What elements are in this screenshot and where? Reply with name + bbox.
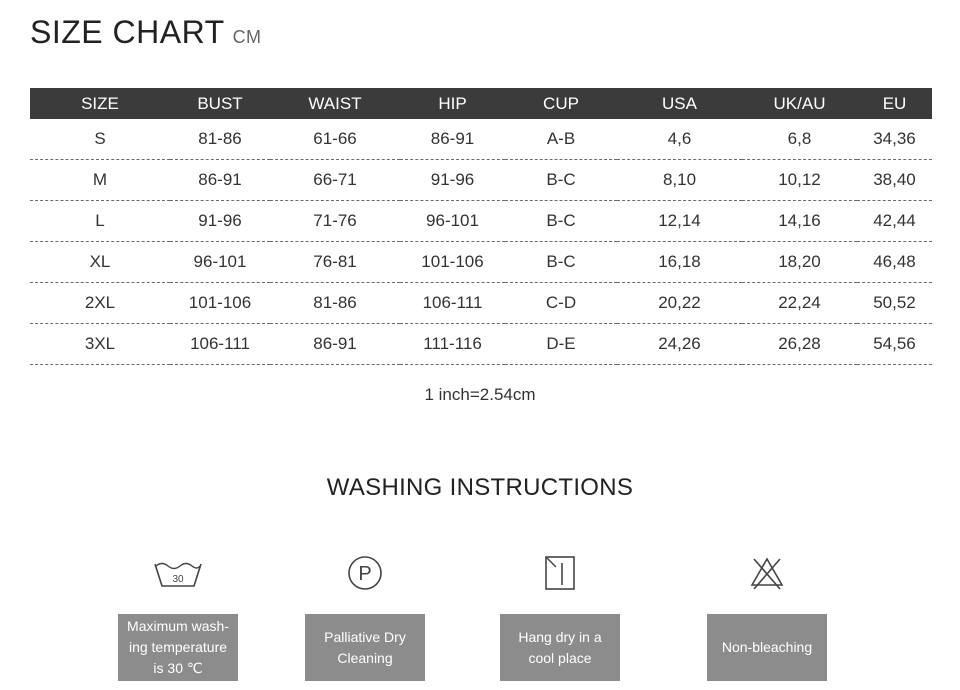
table-cell: XL: [30, 242, 170, 283]
inch-conversion-note: 1 inch=2.54cm: [424, 385, 536, 404]
table-cell: B-C: [505, 242, 617, 283]
table-row: [30, 119, 932, 160]
table-cell: 81-86: [170, 119, 270, 160]
table-cell: 91-96: [400, 160, 505, 201]
table-cell: 2XL: [30, 283, 170, 324]
table-cell: 66-71: [270, 160, 400, 201]
size-chart-table: [30, 88, 932, 365]
table-cell: L: [30, 201, 170, 242]
table-cell: 101-106: [400, 242, 505, 283]
table-cell: 50,52: [857, 283, 932, 324]
column-header-usa: USA: [617, 88, 742, 119]
size-chart-title: SIZE CHART: [30, 14, 225, 50]
care-item-hang-dry: [500, 548, 620, 681]
care-label: Palliative Dry Cleaning: [305, 614, 425, 681]
table-cell: 91-96: [170, 201, 270, 242]
table-cell: 14,16: [742, 201, 857, 242]
table-cell: 24,26: [617, 324, 742, 365]
table-cell: C-D: [505, 283, 617, 324]
table-cell: M: [30, 160, 170, 201]
no-bleach-icon: [707, 548, 827, 598]
table-cell: 4,6: [617, 119, 742, 160]
table-cell: 16,18: [617, 242, 742, 283]
table-cell: B-C: [505, 160, 617, 201]
table-cell: 71-76: [270, 201, 400, 242]
table-cell: 42,44: [857, 201, 932, 242]
dry-clean-p-icon: [305, 548, 425, 598]
column-header-hip: HIP: [400, 88, 505, 119]
wash-temperature-icon-text: 30: [172, 574, 184, 585]
table-cell: 38,40: [857, 160, 932, 201]
care-item-wash-temperature: [118, 548, 238, 681]
column-header-cup: CUP: [505, 88, 617, 119]
table-cell: 12,14: [617, 201, 742, 242]
table-row: [30, 160, 932, 201]
table-cell: 86-91: [170, 160, 270, 201]
table-cell: 96-101: [400, 201, 505, 242]
table-header-row: [30, 88, 932, 119]
washing-instructions-title: WASHING INSTRUCTIONS: [326, 474, 634, 501]
table-row: [30, 283, 932, 324]
column-header-uk-au: UK/AU: [742, 88, 857, 119]
line-dry-icon: [500, 548, 620, 598]
table-cell: A-B: [505, 119, 617, 160]
table-cell: 10,12: [742, 160, 857, 201]
table-cell: 76-81: [270, 242, 400, 283]
table-row: [30, 242, 932, 283]
table-cell: 61-66: [270, 119, 400, 160]
table-cell: S: [30, 119, 170, 160]
table-cell: D-E: [505, 324, 617, 365]
care-label: Hang dry in a cool place: [500, 614, 620, 681]
column-header-size: SIZE: [30, 88, 170, 119]
table-cell: 46,48: [857, 242, 932, 283]
table-cell: 81-86: [270, 283, 400, 324]
care-label: Non-bleaching: [707, 614, 827, 681]
care-label: Maximum wash-ing temperature is 30 ℃: [118, 614, 238, 681]
page-title: [30, 14, 261, 51]
care-item-non-bleaching: [707, 548, 827, 681]
table-cell: 26,28: [742, 324, 857, 365]
table-cell: 18,20: [742, 242, 857, 283]
table-cell: 96-101: [170, 242, 270, 283]
column-header-eu: EU: [857, 88, 932, 119]
table-cell: B-C: [505, 201, 617, 242]
table-cell: 54,56: [857, 324, 932, 365]
column-header-waist: WAIST: [270, 88, 400, 119]
table-row: [30, 324, 932, 365]
table-cell: 3XL: [30, 324, 170, 365]
wash-tub-30-icon: [118, 548, 238, 598]
care-item-dry-cleaning: [305, 548, 425, 681]
table-cell: 20,22: [617, 283, 742, 324]
dry-clean-icon-text: P: [358, 563, 372, 585]
table-cell: 34,36: [857, 119, 932, 160]
table-cell: 22,24: [742, 283, 857, 324]
table-cell: 111-116: [400, 324, 505, 365]
table-cell: 8,10: [617, 160, 742, 201]
table-cell: 86-91: [400, 119, 505, 160]
column-header-bust: BUST: [170, 88, 270, 119]
table-cell: 101-106: [170, 283, 270, 324]
table-cell: 6,8: [742, 119, 857, 160]
unit-label: CM: [232, 27, 262, 47]
table-row: [30, 201, 932, 242]
table-cell: 106-111: [170, 324, 270, 365]
table-cell: 106-111: [400, 283, 505, 324]
table-cell: 86-91: [270, 324, 400, 365]
